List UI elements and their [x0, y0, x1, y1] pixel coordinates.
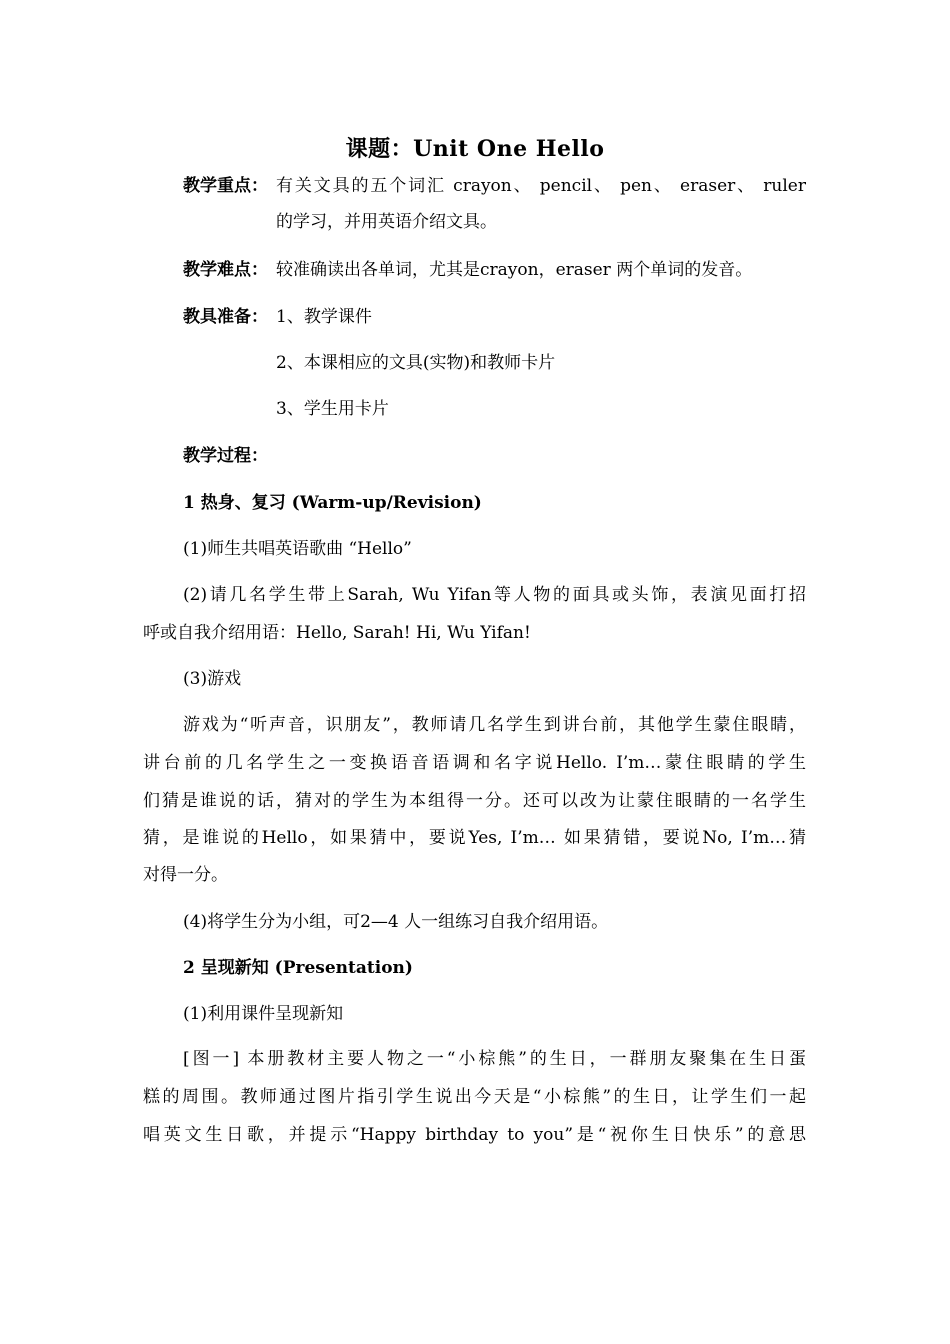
materials-label: 教具准备：	[183, 307, 268, 327]
materials-item: 3、学生用卡片	[276, 399, 389, 419]
section1-heading: 1 热身、复习 (Warm-up/Revision)	[183, 493, 482, 513]
materials-item: 2、本课相应的文具(实物)和教师卡片	[276, 353, 556, 373]
section1-paragraph: 呼或自我介绍用语：Hello, Sarah! Hi, Wu Yifan!	[143, 623, 531, 643]
section1-paragraph: (3)游戏	[183, 669, 242, 689]
difficulty-text: 较准确读出各单词，尤其是crayon，eraser 两个单词的发音。	[276, 260, 753, 280]
game-description-line: 们猜是谁说的话，猜对的学生为本组得一分。还可以改为让蒙住眼睛的一名学生	[143, 791, 806, 811]
section1-paragraph: (4)将学生分为小组，可2—4 人一组练习自我介绍用语。	[183, 912, 609, 932]
figure-description-line: 唱英文生日歌，并提示“Happy birthday to you”是“祝你生日快乐”的意思	[143, 1125, 806, 1145]
game-description-line: 讲台前的几名学生之一变换语音语调和名字说Hello. I’m…蒙住眼睛的学生	[143, 753, 806, 773]
section1-paragraph: (2)请几名学生带上Sarah, Wu Yifan等人物的面具或头饰，表演见面打招	[183, 585, 806, 605]
game-description-line: 对得一分。	[143, 865, 228, 885]
materials-item: 1、教学课件	[276, 307, 372, 327]
figure-description-line: [图一] 本册教材主要人物之一“小棕熊”的生日，一群朋友聚集在生日蛋	[183, 1049, 806, 1069]
game-description-line: 游戏为“听声音，识朋友”，教师请几名学生到讲台前，其他学生蒙住眼睛，	[183, 715, 806, 735]
lesson-title: 课题：Unit One Hello	[345, 136, 605, 162]
difficulty-label: 教学难点：	[183, 260, 268, 280]
focus-text-line1: 有关文具的五个词汇 crayon、 pencil、 pen、 eraser、 ruler	[276, 176, 806, 196]
section2-heading: 2 呈现新知 (Presentation)	[183, 958, 413, 978]
focus-text-line2: 的学习，并用英语介绍文具。	[276, 212, 497, 232]
section2-paragraph: (1)利用课件呈现新知	[183, 1004, 344, 1024]
figure-description-line: 糕的周围。教师通过图片指引学生说出今天是“小棕熊”的生日，让学生们一起	[143, 1087, 806, 1107]
section1-paragraph: (1)师生共唱英语歌曲 “Hello”	[183, 539, 412, 559]
focus-label: 教学重点：	[183, 176, 268, 196]
process-label: 教学过程：	[183, 446, 268, 466]
game-description-line: 猜，是谁说的Hello，如果猜中，要说Yes, I’m… 如果猜错，要说No, I’m…猜	[143, 828, 806, 848]
